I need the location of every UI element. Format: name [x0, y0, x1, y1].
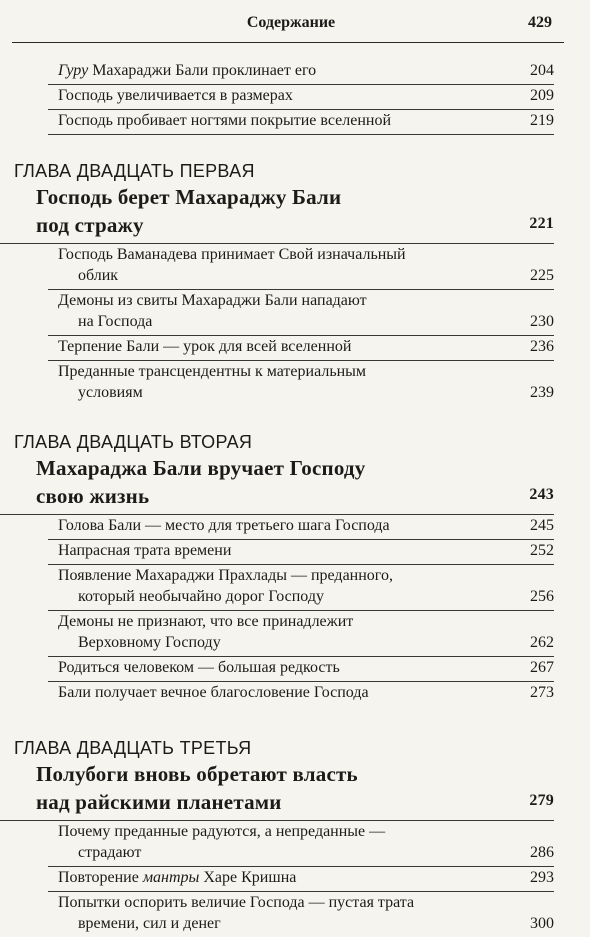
toc-entry-text: Преданные трансцендентны к материальным: [58, 363, 367, 380]
toc-entry-page: 256: [530, 588, 554, 605]
toc-entry-page: 230: [530, 313, 554, 330]
toc-entry-page: 236: [530, 338, 554, 355]
table-of-contents: [0, 60, 582, 937]
chapter-label: ГЛАВА ДВАДЦАТЬ ВТОРАЯ: [14, 432, 253, 452]
toc-entry-page: 267: [530, 659, 554, 676]
toc-entry[interactable]: [48, 867, 554, 892]
toc-entry-continuation: условиям: [78, 384, 143, 401]
toc-entry-italic: мантры: [142, 869, 200, 886]
toc-entry-continuation: Верховному Господу: [78, 634, 221, 651]
chapter-title-line: над райскими планетами: [36, 790, 282, 814]
toc-entry[interactable]: [48, 110, 554, 135]
toc-entry-page: 239: [530, 384, 554, 401]
chapter-title[interactable]: [0, 183, 554, 244]
toc-entry-page: 286: [530, 844, 554, 861]
toc-entry-text: Голова Бали — место для третьего шага Господа: [58, 517, 390, 534]
toc-entry-page: 300: [530, 915, 554, 932]
toc-entry-text: Демоны из свиты Махараджи Бали нападают: [58, 292, 367, 309]
toc-entry[interactable]: [48, 290, 554, 336]
toc-entry-page: 293: [530, 869, 554, 886]
toc-entry-page: 219: [530, 112, 554, 129]
chapter-label: ГЛАВА ДВАДЦАТЬ ПЕРВАЯ: [14, 161, 255, 181]
toc-entry[interactable]: [0, 361, 582, 406]
toc-entry-continuation: облик: [78, 267, 119, 284]
toc-entry-text: Махараджи Бали проклинает его: [88, 62, 317, 79]
toc-entry-text: Почему преданные радуются, а непреданные —: [58, 823, 386, 840]
toc-entry[interactable]: [48, 657, 554, 682]
chapter-title-line: Господь берет Махараджу Бали: [36, 185, 342, 209]
chapter-title-line: Полубоги вновь обретают власть: [36, 762, 358, 786]
toc-entry-page: 209: [530, 87, 554, 104]
chapter-title[interactable]: [0, 454, 554, 515]
running-title: Содержание: [246, 14, 336, 31]
toc-entry-text: Бали получает вечное благословение Господа: [58, 684, 369, 701]
toc-entry-text: Появление Махараджи Прахлады — преданного,: [58, 567, 393, 584]
chapter-title-line: свою жизнь: [36, 484, 150, 508]
chapter-title-line: под стражу: [36, 213, 144, 237]
toc-entry-text: Господь увеличивается в размерах: [58, 87, 293, 104]
toc-entry-page: 252: [530, 542, 554, 559]
chapter-page: 243: [529, 486, 554, 503]
toc-entry[interactable]: [48, 611, 554, 657]
toc-entry[interactable]: [48, 244, 554, 290]
toc-entry-page: 245: [530, 517, 554, 534]
toc-entry[interactable]: [48, 515, 554, 540]
toc-entry[interactable]: [48, 821, 554, 867]
toc-entry-continuation: времени, сил и денег: [78, 915, 221, 932]
running-header: [0, 14, 582, 40]
toc-entry[interactable]: [48, 85, 554, 110]
toc-entry[interactable]: [48, 565, 554, 611]
toc-entry[interactable]: [0, 682, 582, 706]
toc-entry-page: 262: [530, 634, 554, 651]
chapter-title[interactable]: [0, 760, 554, 821]
toc-entry-text: Повторение: [58, 869, 143, 886]
toc-entry-page: 225: [530, 267, 554, 284]
toc-entry-text: Демоны не признают, что все принадлежит: [58, 613, 354, 630]
toc-entry[interactable]: [0, 892, 582, 937]
toc-entry-continuation: на Господа: [78, 313, 153, 330]
header-rule: [12, 42, 564, 43]
toc-entry-page: 204: [530, 62, 554, 79]
toc-entry-text: Напрасная трата времени: [58, 542, 232, 559]
toc-entry-continuation: страдают: [78, 844, 142, 861]
toc-entry[interactable]: [48, 60, 554, 85]
toc-entry-text: Господь пробивает ногтями покрытие вселенной: [58, 112, 392, 129]
chapter-title-line: Махараджа Бали вручает Господу: [36, 456, 366, 480]
chapter-page: 279: [529, 792, 554, 809]
toc-entry-italic: Гуру: [58, 62, 89, 79]
toc-entry-page: 273: [530, 684, 554, 701]
toc-entry-continuation: который необычайно дорог Господу: [78, 588, 324, 605]
chapter-page: 221: [529, 215, 554, 232]
toc-entry-text: Харе Кришна: [199, 869, 297, 886]
toc-entry[interactable]: [48, 540, 554, 565]
chapter-label: ГЛАВА ДВАДЦАТЬ ТРЕТЬЯ: [14, 738, 252, 758]
toc-entry[interactable]: [48, 336, 554, 361]
toc-entry-text: Терпение Бали — урок для всей вселенной: [58, 338, 352, 355]
page-number: 429: [528, 14, 552, 31]
toc-entry-text: Попытки оспорить величие Господа — пустая трата: [58, 894, 415, 911]
toc-entry-text: Родиться человеком — большая редкость: [58, 659, 340, 676]
toc-entry-text: Господь Ваманадева принимает Свой изначальный: [58, 246, 406, 263]
